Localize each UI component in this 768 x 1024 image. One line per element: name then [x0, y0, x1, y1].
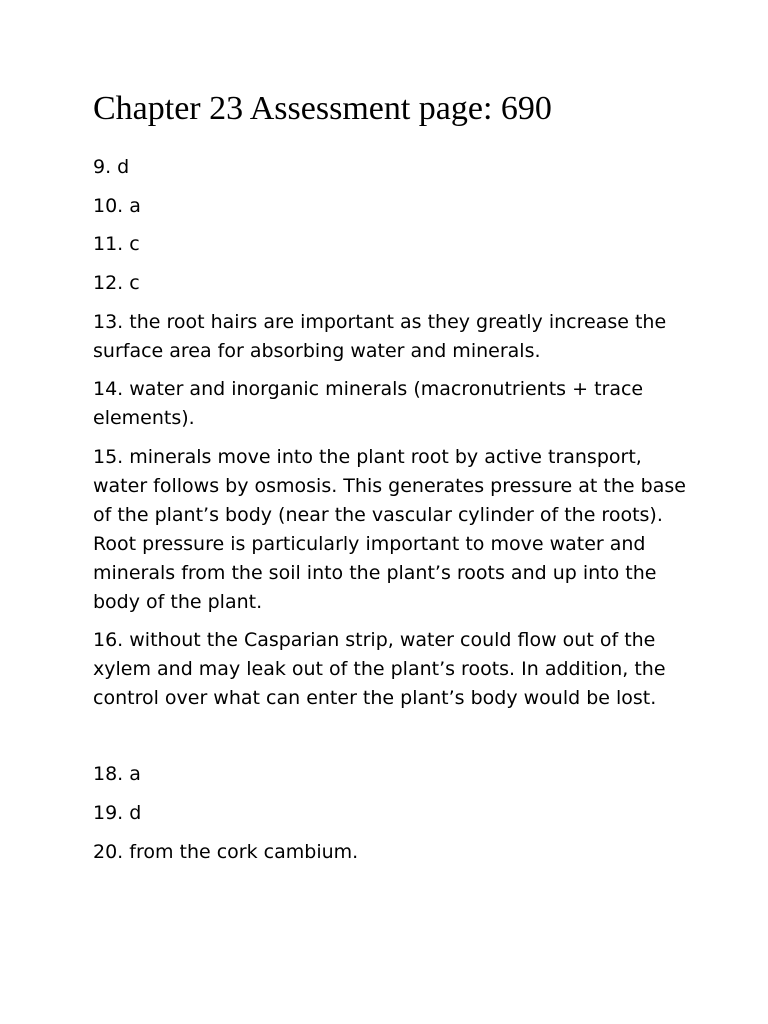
answer-9: 9. d: [93, 156, 130, 178]
answer-12: 12. c: [93, 272, 140, 294]
answer-20: 20. from the cork cambium.: [93, 841, 359, 863]
answer-18: 18. a: [93, 763, 141, 785]
answer-16: 16. without the Casparian strip, water could flow out of the xylem and may leak out of the plant’s roots. In addition, the control over what can enter the plant’s body would be lost.: [93, 629, 666, 709]
answer-14: 14. water and inorganic minerals (macronutrients + trace elements).: [93, 378, 644, 429]
answer-10: 10. a: [93, 195, 141, 217]
answer-15: 15. minerals move into the plant root by active transport, water follows by osmosis. This generates pressure at the base of the plant’s body (near the vascular cylinder of the roots). Root pressure is particularly important to move water and minerals from the soil into the plant’s roots and up into the body of the plant.: [93, 446, 686, 613]
answer-13: 13. the root hairs are important as they greatly increase the surface area for absorbing water and minerals.: [93, 311, 667, 362]
answer-11: 11. c: [93, 233, 140, 255]
page-title: Chapter 23 Assessment page: 690: [93, 90, 552, 127]
answer-19: 19. d: [93, 802, 142, 824]
